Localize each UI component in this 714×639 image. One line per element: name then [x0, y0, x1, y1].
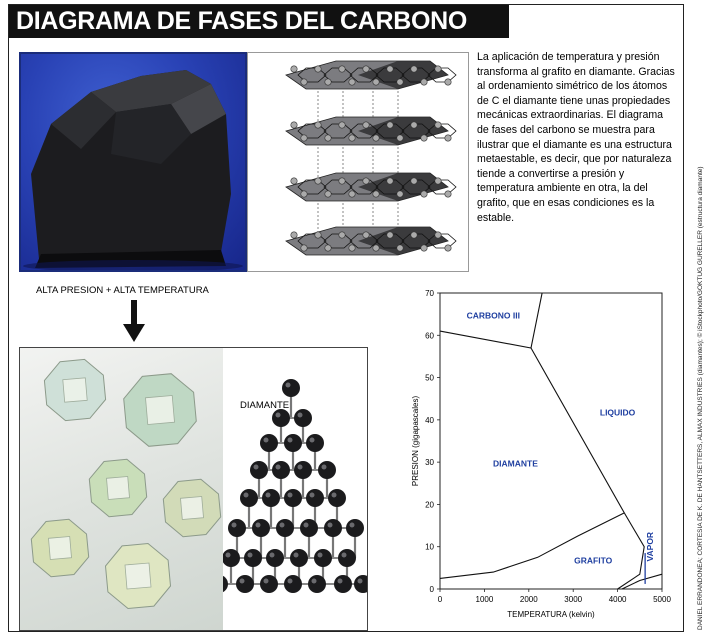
carbon-atom	[266, 549, 284, 567]
carbon-atom	[308, 575, 326, 593]
carbon-atom	[318, 461, 336, 479]
carbon-atom	[354, 575, 367, 593]
y-tick-label: 20	[425, 500, 434, 510]
diamond-structure-label: DIAMANTE	[240, 400, 290, 411]
y-tick-label: 30	[425, 458, 434, 468]
carbon-atom	[306, 489, 324, 507]
carbon-atom	[294, 409, 312, 427]
carbon-atom	[300, 519, 318, 537]
carbon-atom	[294, 461, 312, 479]
region-label-grafito: GRAFITO	[574, 555, 613, 566]
graphite-layer	[286, 227, 456, 255]
carbon-atom	[228, 519, 246, 537]
carbon-atom	[290, 549, 308, 567]
y-tick-label: 50	[425, 373, 434, 383]
diamond-panel	[19, 347, 368, 631]
carbon-atom	[328, 489, 346, 507]
photo-credit: DANIEL ERRANDONEA; CORTESIA DE K. DE HANTSETTERS, ALMAX INDUSTRIES (diamantes); © iStockphoto/GOKTUG GURELLER (estructura diamante)	[697, 166, 704, 630]
phase-diagram-chart	[405, 282, 677, 622]
diamond-crystal	[163, 479, 220, 536]
diamond-crystal	[44, 359, 105, 420]
carbon-atom	[284, 434, 302, 452]
carbon-atom	[272, 409, 290, 427]
x-tick-label: 4000	[608, 595, 627, 604]
region-label-vapor: VAPOR	[645, 531, 656, 562]
carbon-atom	[284, 489, 302, 507]
graphite-layer	[286, 117, 456, 145]
carbon-atom	[252, 519, 270, 537]
region-label-diamante: DIAMANTE	[493, 458, 538, 469]
carbon-atom	[223, 575, 228, 593]
diamond-crystal	[31, 519, 88, 576]
carbon-atom	[334, 575, 352, 593]
carbon-atom	[282, 379, 300, 397]
y-axis-label: PRESION (gigapascales)	[411, 395, 420, 487]
transformation-label: ALTA PRESION + ALTA TEMPERATURA	[36, 285, 209, 296]
graphite-layer	[286, 173, 456, 201]
x-tick-label: 0	[437, 595, 443, 604]
carbon-atom	[244, 549, 262, 567]
carbon-atom	[236, 575, 254, 593]
description: La aplicación de temperatura y presión transforma al grafito en diamante. Gracias al ordenamiento simétrico de los átomos de C el diamante tiene unas propiedades mecánicas extraordinarias. El diagrama de fases del carbono se muestra para ilustrar que el diamante es una estructura metaestable, es decir, que por naturaleza tiende a convertirse a presión y temperatura ambiente en otra, la del grafito, que en esas condiciones es la estable.	[477, 51, 675, 224]
y-tick-label: 70	[425, 289, 434, 298]
x-tick-label: 2000	[519, 595, 538, 604]
carbon-atom	[324, 519, 342, 537]
region-label-liquido: LIQUIDO	[599, 407, 636, 418]
x-tick-label: 1000	[475, 595, 494, 604]
down-arrow-icon	[123, 300, 145, 342]
x-tick-label: 3000	[564, 595, 583, 604]
y-tick-label: 0	[429, 585, 434, 594]
carbon-atom	[262, 489, 280, 507]
diamond-crystal	[89, 459, 146, 516]
carbon-atom	[338, 549, 356, 567]
carbon-atom	[284, 575, 302, 593]
diamond-structure	[223, 348, 367, 630]
diamond-crystal	[106, 544, 171, 609]
graphite-structure	[247, 52, 469, 272]
carbon-atom	[276, 519, 294, 537]
y-tick-label: 10	[425, 542, 434, 552]
region-label-carbono-iii: CARBONO III	[466, 310, 520, 321]
carbon-atom	[306, 434, 324, 452]
diamonds-photo	[20, 348, 223, 630]
graphite-photo	[19, 52, 247, 272]
x-axis-label: TEMPERATURA (kelvin)	[507, 610, 595, 619]
y-tick-label: 60	[425, 331, 434, 341]
carbon-atom	[314, 549, 332, 567]
carbon-atom	[346, 519, 364, 537]
x-tick-label: 5000	[653, 595, 671, 604]
diamond-crystal	[124, 374, 197, 447]
y-tick-label: 40	[425, 415, 434, 425]
graphite-layer	[286, 61, 456, 89]
carbon-atom	[240, 489, 258, 507]
carbon-atom	[260, 434, 278, 452]
carbon-atom	[250, 461, 268, 479]
carbon-atom	[272, 461, 290, 479]
carbon-atom	[260, 575, 278, 593]
page-title: DIAGRAMA DE FASES DEL CARBONO	[16, 7, 468, 35]
